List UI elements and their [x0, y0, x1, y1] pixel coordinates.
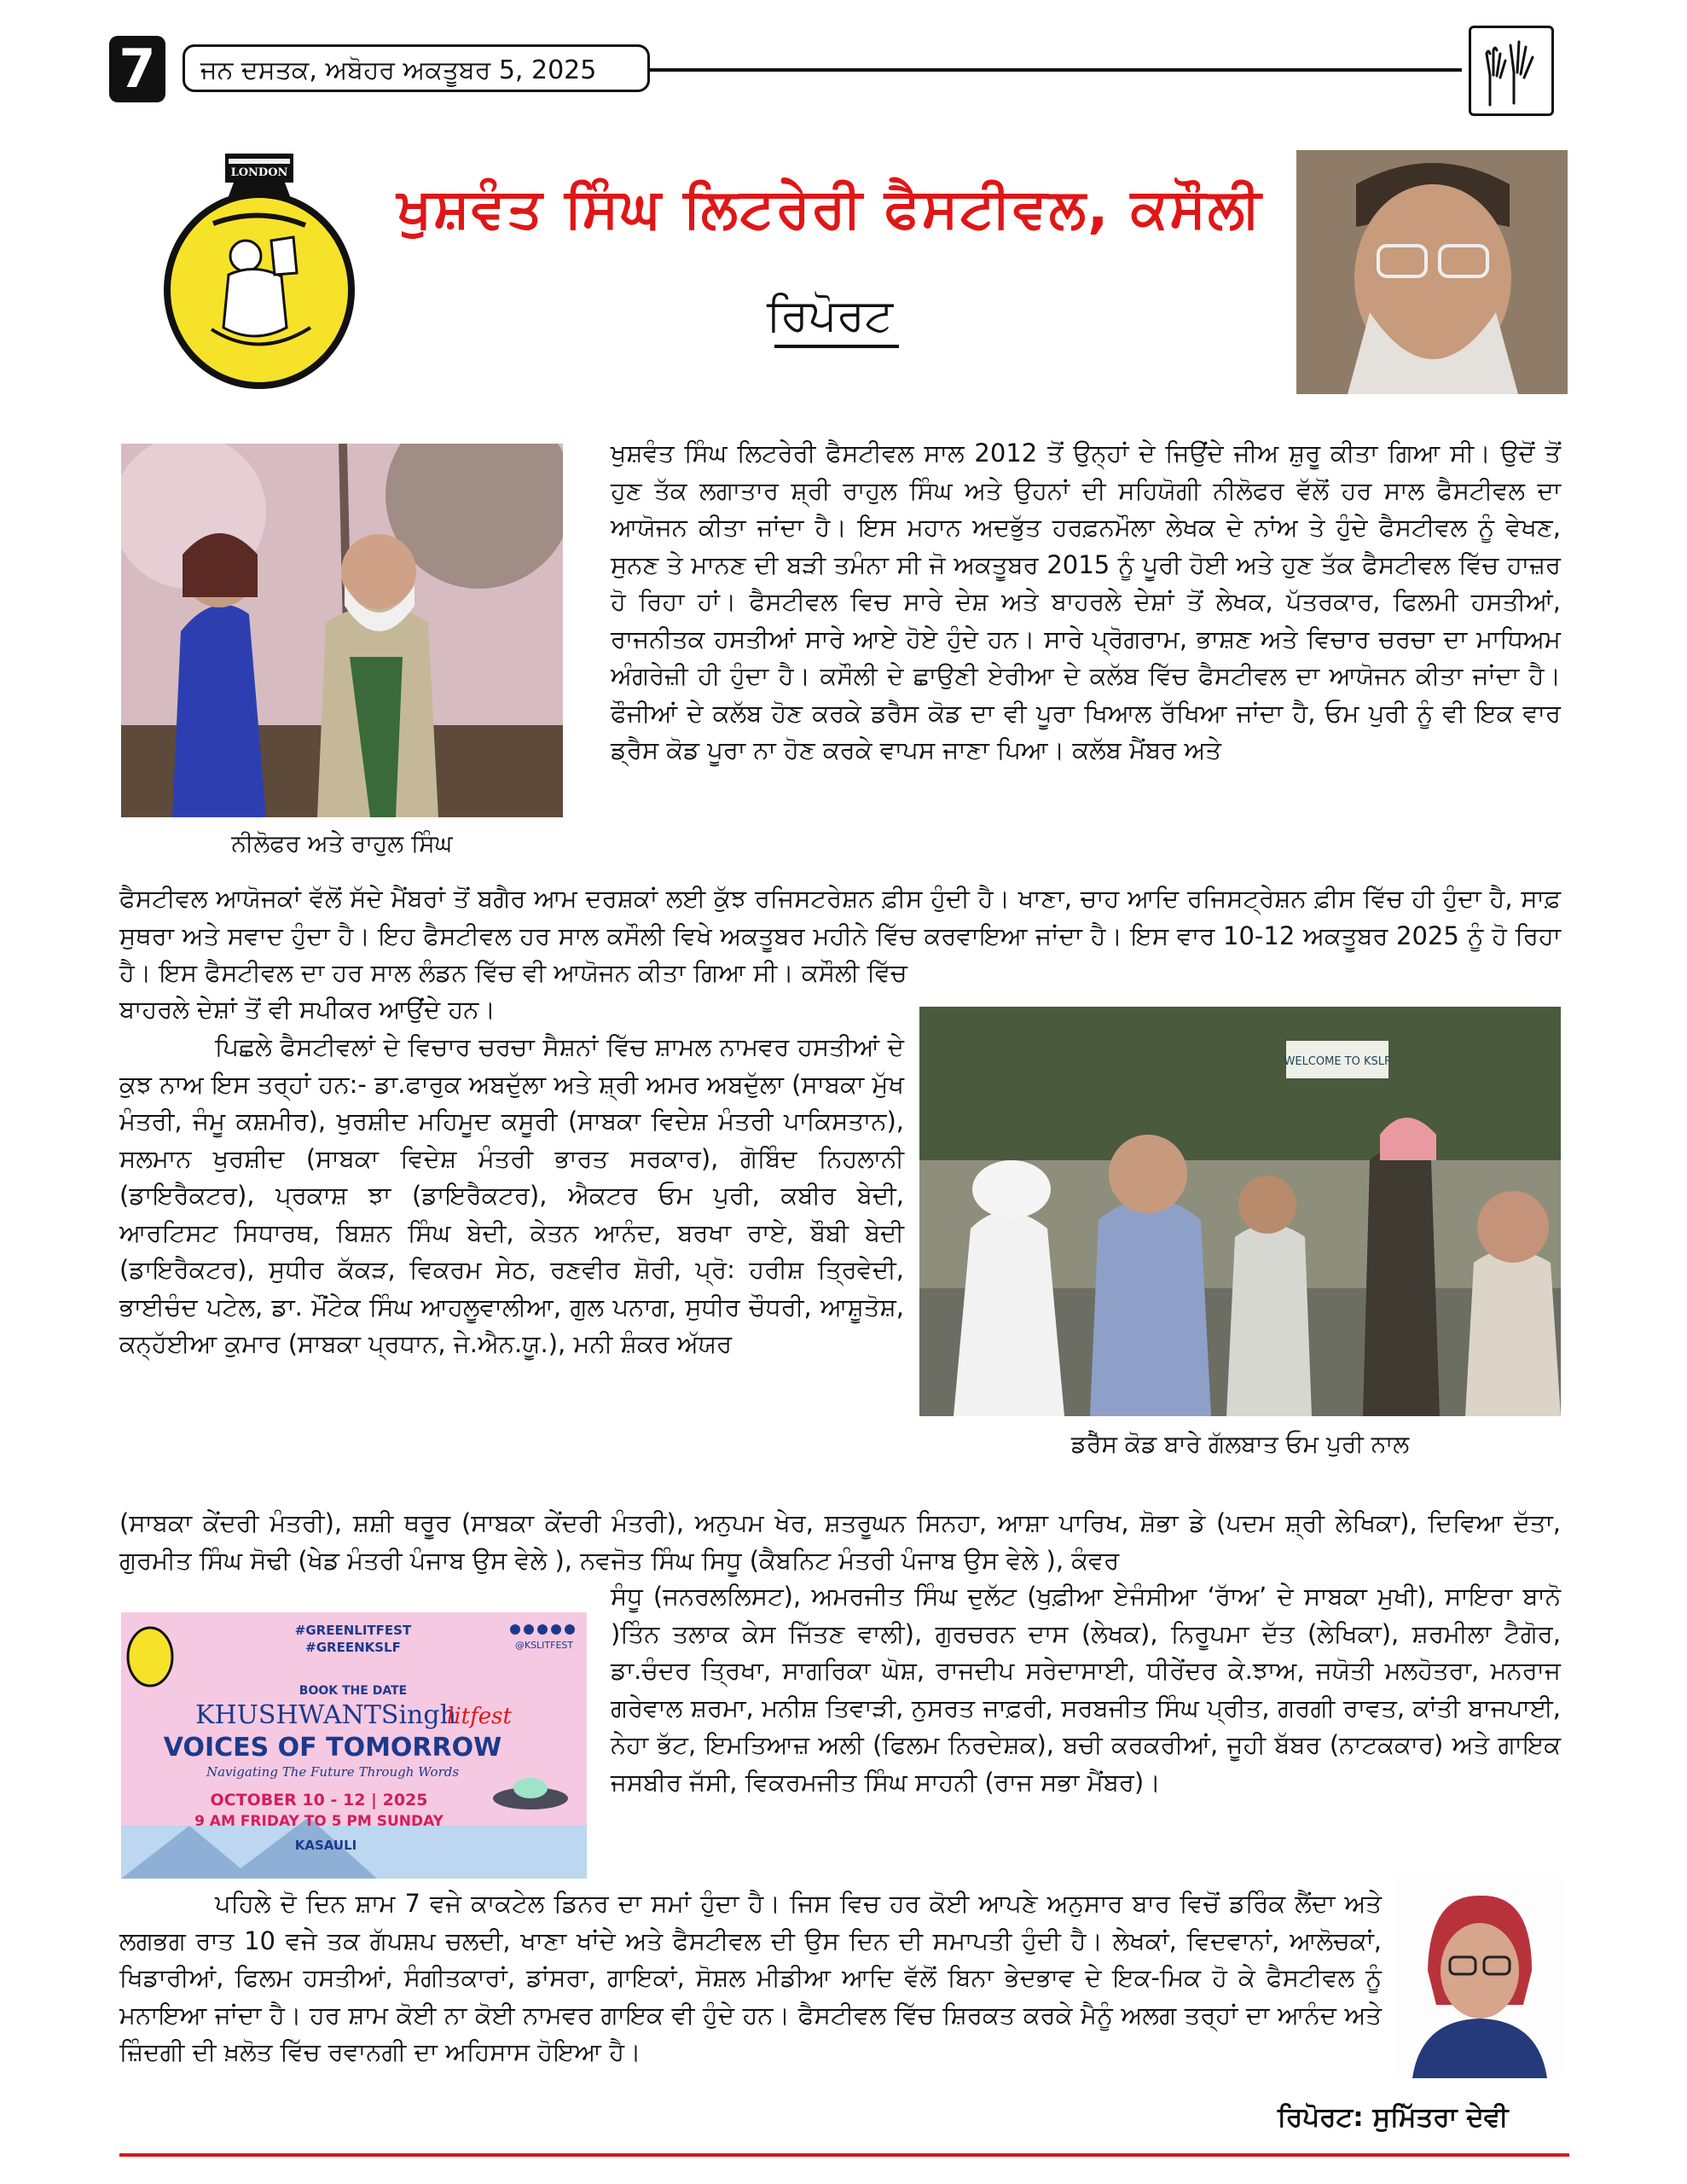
header-rule	[650, 68, 1462, 72]
caption-photo2: ਡਰੈੱਸ ਕੋਡ ਬਾਰੇ ਗੱਲਬਾਤ ਓਮ ਪੁਰੀ ਨਾਲ	[1070, 1430, 1410, 1458]
poster-hashtag1: #GREENLITFEST	[294, 1623, 412, 1638]
article-title: ਖੁਸ਼ਵੰਤ ਸਿੰਘ ਲਿਟਰੇਰੀ ਫੈਸਟੀਵਲ, ਕਸੌਲੀ	[397, 177, 1263, 241]
paragraph-2-right: ਸੰਧੂ (ਜਨਰਲਲਿਸਟ), ਅਮਰਜੀਤ ਸਿੰਘ ਦੁਲੱਟ (ਖੁਫ਼ੀਆ ਏਜੰਸੀਆ ‘ਰਾੱਅ’ ਦੇ ਸਾਬਕਾ ਮੁਖੀ), ਸਾਇਰਾ ਬਾਨੋ )ਤਿੰਨ ਤਲਾਕ ਕੇਸ ਜਿੱਤਣ ਵਾਲੀ), ਗੁਰਚਰਨ ਦਾਸ (ਲੇਖਕ), ਨਿਰੂਪਮਾ ਦੱਤ (ਲੇਖਿਕਾ), ਸ਼ਰਮੀਲਾ ਟੈਗੋਰ, ਡਾ.ਚੰਦਰ ਤ੍ਰਿਖਾ, ਸਾਗਰਿਕਾ ਘੋਸ਼, ਰਾਜਦੀਪ ਸਰੇਦਾਸਾਈ, ਧੀਰੇਂਦਰ ਕੇ.ਝਾਅ, ਜਯੋਤੀ ਮਲਹੋਤਰਾ, ਮਨਰਾਜ ਗਰੇਵਾਲ ਸ਼ਰਮਾ, ਮਨੀਸ਼ ਤਿਵਾੜੀ, ਨੁਸਰਤ ਜਾਫ਼ਰੀ, ਸਰਬਜੀਤ ਸਿੰਘ ਪ੍ਰੀਤ, ਗਰਗੀ ਰਾਵਤ, ਕਾਂਤੀ ਬਾਜਪਾਈ, ਨੇਹਾ ਭੱਟ, ਇਮਤਿਆਜ਼ ਅਲੀ (ਫਿਲਮ ਨਿਰਦੇਸ਼ਕ), ਬਚੀ ਕਰਕਰੀਆਂ, ਜੂਹੀ ਬੱਬਰ (ਨਾਟਕਕਾਰ) ਅਤੇ ਗਾਇਕ ਜਸਬੀਰ ਜੱਸੀ, ਵਿਕਰਮਜੀਤ ਸਿੰਘ ਸਾਹਨੀ (ਰਾਜ ਸਭਾ ਮੈਂਬਰ)।	[611, 1582, 1561, 1797]
poster-book: BOOK THE DATE	[299, 1684, 408, 1698]
paragraph-1-full: ਫੈਸਟੀਵਲ ਆਯੋਜਕਾਂ ਵੱਲੋਂ ਸੱਦੇ ਮੈਂਬਰਾਂ ਤੋਂ ਬਗੈਰ ਆਮ ਦਰਸ਼ਕਾਂ ਲਈ ਕੁੱਝ ਰਜਿਸਟਰੇਸ਼ਨ ਫ਼ੀਸ ਹੁੰਦੀ ਹੈ। ਖਾਣਾ, ਚਾਹ ਆਦਿ ਰਜਿਸਟ੍ਰੇਸ਼ਨ ਫ਼ੀਸ ਵਿੱਚ ਹੀ ਹੁੰਦਾ ਹੈ, ਸਾਫ਼ ਸੁਥਰਾ ਅਤੇ ਸਵਾਦ ਹੁੰਦਾ ਹੈ। ਇਹ ਫੈਸਟੀਵਲ ਹਰ ਸਾਲ ਕਸੌਲੀ ਵਿਖੇ ਅਕਤੂਬਰ ਮਹੀਨੇ ਵਿੱਚ ਕਰਵਾਇਆ ਜਾਂਦਾ ਹੈ। ਇਸ ਵਾਰ 10-12 ਅਕਤੂਬਰ 2025 ਨੂੰ ਹੋ ਰਿਹਾ ਹੈ। ਇਸ ਫੈਸਟੀਵਲ ਦਾ ਹਰ ਸਾਲ ਲੰਡਨ ਵਿੱਚ ਵੀ ਆਯੋਜਨ ਕੀਤਾ ਗਿਆ ਸੀ। ਕਸੌਲੀ ਵਿੱਚ	[119, 884, 1561, 987]
khushwant-singh-portrait	[1296, 150, 1568, 394]
paragraph-1-top: ਖੁਸ਼ਵੰਤ ਸਿੰਘ ਲਿਟਰੇਰੀ ਫੈਸਟੀਵਲ ਸਾਲ 2012 ਤੋਂ ਉਨ੍ਹਾਂ ਦੇ ਜਿਉਂਦੇ ਜੀਅ ਸ਼ੁਰੂ ਕੀਤਾ ਗਿਆ ਸੀ। ਉਦੋਂ ਤੋਂ ਹੁਣ ਤੱਕ ਲਗਾਤਾਰ ਸ਼੍ਰੀ ਰਾਹੁਲ ਸਿੰਘ ਅਤੇ ਉਹਨਾਂ ਦੀ ਸਹਿਯੋਗੀ ਨੀਲੋਫਰ ਵੱਲੋਂ ਹਰ ਸਾਲ ਫੈਸਟੀਵਲ ਦਾ ਆਯੋਜਨ ਕੀਤਾ ਜਾਂਦਾ ਹੈ। ਇਸ ਮਹਾਨ ਅਦਭੁੱਤ ਹਰਫ਼ਨਮੌਲਾ ਲੇਖਕ ਦੇ ਨਾਂਅ ਤੇ ਹੁੰਦੇ ਫੈਸਟੀਵਲ ਨੂੰ ਵੇਖਣ, ਸੁਨਣ ਤੇ ਮਾਨਣ ਦੀ ਬੜੀ ਤਮੰਨਾ ਸੀ ਜੋ ਅਕਤੂਬਰ 2015 ਨੂੰ ਪੂਰੀ ਹੋਈ ਅਤੇ ਹੁਣ ਤੱਕ ਫੈਸਟੀਵਲ ਵਿੱਚ ਹਾਜ਼ਰ ਹੋ ਰਿਹਾ ਹਾਂ। ਫੈਸਟੀਵਲ ਵਿਚ ਸਾਰੇ ਦੇਸ਼ ਅਤੇ ਬਾਹਰਲੇ ਦੇਸ਼ਾਂ ਤੋਂ ਲੇਖਕ, ਪੱਤਰਕਾਰ, ਫਿਲਮੀ ਹਸਤੀਆਂ, ਰਾਜਨੀਤਕ ਹਸਤੀਆਂ ਸਾਰੇ ਆਏ ਹੋਏ ਹੁੰਦੇ ਹਨ। ਸਾਰੇ ਪ੍ਰੋਗਰਾਮ, ਭਾਸ਼ਣ ਅਤੇ ਵਿਚਾਰ ਚਰਚਾ ਦਾ ਮਾਧਿਅਮ ਅੰਗਰੇਜ਼ੀ ਹੀ ਹੁੰਦਾ ਹੈ। ਕਸੌਲੀ ਦੇ ਛਾਉਣੀ ਏਰੀਆ ਦੇ ਕਲੱਬ ਵਿੱਚ ਫੈਸਟੀਵਲ ਦਾ ਆਯੋਜਨ ਕੀਤਾ ਜਾਂਦਾ ਹੈ। ਫੌਜੀਆਂ ਦੇ ਕਲੱਬ ਹੋਣ ਕਰਕੇ ਡਰੈਸ ਕੋਡ ਦਾ ਵੀ ਪੂਰਾ ਖਿਆਲ ਰੱਖਿਆ ਜਾਂਦਾ ਹੈ, ਓਮ ਪੁਰੀ ਨੂੰ ਵੀ ਇਕ ਵਾਰ ਡ੍ਰੈਸ ਕੋਡ ਪੂਰਾ ਨਾ ਹੋਣ ਕਰਕੇ ਵਾਪਸ ਜਾਣਾ ਪਿਆ। ਕਲੱਬ ਮੈਂਬਰ ਅਤੇ	[611, 439, 1561, 764]
bottom-rule	[119, 2153, 1569, 2157]
poster-brand-italic: litfest	[447, 1704, 512, 1729]
photo-nilofer-rahul	[121, 444, 563, 817]
bulb-cap-label: LONDON	[230, 166, 288, 179]
poster-times: 9 AM FRIDAY TO 5 PM SUNDAY	[194, 1813, 443, 1830]
paragraph-2-full: (ਸਾਬਕਾ ਕੇਂਦਰੀ ਮੰਤਰੀ), ਸ਼ਸ਼ੀ ਥਰੂਰ (ਸਾਬਕਾ ਕੇਂਦਰੀ ਮੰਤਰੀ), ਅਨੁਪਮ ਖੇਰ, ਸ਼ਤਰੂਘਨ ਸਿਨਹਾ, ਆਸ਼ਾ ਪਾਰਿਖ, ਸ਼ੋਭਾ ਡੇ (ਪਦਮ ਸ਼੍ਰੀ ਲੇਖਿਕਾ), ਦਿਵਿਆ ਦੱਤਾ, ਗੁਰਮੀਤ ਸਿੰਘ ਸੋਢੀ (ਖੇਡ ਮੰਤਰੀ ਪੰਜਾਬ ਉਸ ਵੇਲੇ ), ਨਵਜੋਤ ਸਿੰਘ ਸਿਧੂ (ਕੈਬਨਿਟ ਮੰਤਰੀ ਪੰਜਾਬ ਉਸ ਵੇਲੇ ), ਕੰਵਰ	[119, 1508, 1561, 1575]
poster-hashtag2: #GREENKSLF	[305, 1640, 401, 1655]
newspaper-hands-logo	[1469, 26, 1554, 116]
paragraph-2-left: ਪਿਛਲੇ ਫੈਸਟੀਵਲਾਂ ਦੇ ਵਿਚਾਰ ਚਰਚਾ ਸੈਸ਼ਨਾਂ ਵਿੱਚ ਸ਼ਾਮਲ ਨਾਮਵਰ ਹਸਤੀਆਂ ਦੇ ਕੁਝ ਨਾਅ ਇਸ ਤਰ੍ਹਾਂ ਹਨ:- ਡਾ.ਫਾਰੁਕ ਅਬਦੁੱਲਾ ਅਤੇ ਸ਼੍ਰੀ ਅਮਰ ਅਬਦੁੱਲਾ (ਸਾਬਕਾ ਮੁੱਖ ਮੰਤਰੀ, ਜੰਮੂ ਕਸ਼ਮੀਰ), ਖੁਰਸ਼ੀਦ ਮਹਿਮੂਦ ਕਸੂਰੀ (ਸਾਬਕਾ ਵਿਦੇਸ਼ ਮੰਤਰੀ ਪਾਕਿਸਤਾਨ), ਸਲਮਾਨ ਖੁਰਸ਼ੀਦ (ਸਾਬਕਾ ਵਿਦੇਸ਼ ਮੰਤਰੀ ਭਾਰਤ ਸਰਕਾਰ), ਗੋਬਿੰਦ ਨਿਹਲਾਨੀ (ਡਾਇਰੈਕਟਰ), ਪ੍ਰਕਾਸ਼ ਝਾ (ਡਾਇਰੈਕਟਰ), ਐਕਟਰ ਓਮ ਪੁਰੀ, ਕਬੀਰ ਬੇਦੀ, ਆਰਟਿਸਟ ਸਿਧਾਰਥ, ਬਿਸ਼ਨ ਸਿੰਘ ਬੇਦੀ, ਕੇਤਨ ਆਨੰਦ, ਬਰਖਾ ਰਾਏ, ਬੌਬੀ ਬੇਦੀ (ਡਾਇਰੈਕਟਰ), ਸੁਧੀਰ ਕੱਕੜ, ਵਿਕਰਮ ਸੇਠ, ਰਣਵੀਰ ਸ਼ੋਰੀ, ਪ੍ਰੋ: ਹਰੀਸ਼ ਤ੍ਰਿਵੇਦੀ, ਭਾਈਚੰਦ ਪਟੇਲ, ਡਾ. ਮੌਂਟੇਕ ਸਿੰਘ ਆਹਲੂਵਾਲੀਆ, ਗੁਲ ਪਨਾਗ, ਸੁਧੀਰ ਚੌਧਰੀ, ਆਸ਼ੂਤੋਸ਼, ਕਨ੍ਹੱਈਆ ਕੁਮਾਰ (ਸਾਬਕਾ ਪ੍ਰਧਾਨ, ਜੇ.ਐਨ.ਯੂ.), ਮਨੀ ਸ਼ੰਕਰ ਅੱਯਰ	[119, 1032, 904, 1358]
poster-handle: @KSLITFEST	[514, 1640, 574, 1651]
hands-icon	[1471, 28, 1551, 113]
photo-om-puri	[919, 1007, 1561, 1416]
poster-theme: VOICES OF TOMORROW	[163, 1733, 502, 1763]
page-number: 7	[109, 36, 165, 102]
litfest-poster	[121, 1612, 587, 1879]
paragraph-1-end: ਬਾਹਰਲੇ ਦੇਸ਼ਾਂ ਤੋਂ ਵੀ ਸਪੀਕਰ ਆਉਂਦੇ ਹਨ।	[119, 995, 496, 1024]
kslf-welcome-sign: WELCOME TO KSLF	[1284, 1055, 1391, 1068]
subtitle-underline	[774, 345, 899, 348]
paragraph-3: ਪਹਿਲੇ ਦੋ ਦਿਨ ਸ਼ਾਮ 7 ਵਜੇ ਕਾਕਟੇਲ ਡਿਨਰ ਦਾ ਸਮਾਂ ਹੁੰਦਾ ਹੈ। ਜਿਸ ਵਿਚ ਹਰ ਕੋਈ ਆਪਣੇ ਅਨੁਸਾਰ ਬਾਰ ਵਿਚੋਂ ਡਰਿੰਕ ਲੈਂਦਾ ਅਤੇ ਲਗਭਗ ਰਾਤ 10 ਵਜੇ ਤਕ ਗੱਪਸ਼ਪ ਚਲਦੀ, ਖਾਣਾ ਖਾਂਦੇ ਅਤੇ ਫੈਸਟੀਵਲ ਦੀ ਉਸ ਦਿਨ ਦੀ ਸਮਾਪਤੀ ਹੁੰਦੀ ਹੈ। ਲੇਖਕਾਂ, ਵਿਦਵਾਨਾਂ, ਆਲੋਚਕਾਂ, ਖਿਡਾਰੀਆਂ, ਫਿਲਮ ਹਸਤੀਆਂ, ਸੰਗੀਤਕਾਰਾਂ, ਡਾਂਸਰਾ, ਗਾਇਕਾਂ, ਸੋਸ਼ਲ ਮੀਡੀਆ ਆਦਿ ਵੱਲੋਂ ਬਿਨਾ ਭੇਦਭਾਵ ਦੇ ਇਕ-ਮਿਕ ਹੋ ਕੇ ਫੈਸਟੀਵਲ ਨੂੰ ਮਨਾਇਆ ਜਾਂਦਾ ਹੈ। ਹਰ ਸ਼ਾਮ ਕੋਈ ਨਾ ਕੋਈ ਨਾਮਵਰ ਗਾਇਕ ਵੀ ਹੁੰਦੇ ਹਨ। ਫੈਸਟੀਵਲ ਵਿੱਚ ਸ਼ਿਰਕਤ ਕਰਕੇ ਮੈਨੂੰ ਅਲਗ ਤਰ੍ਹਾਂ ਦਾ ਆਨੰਦ ਅਤੇ ਜ਼ਿੰਦਗੀ ਦੀ ਖ਼ਲੋਤ ਵਿੱਚ ਰਵਾਨਗੀ ਦਾ ਅਹਿਸਾਸ ਹੋਇਆ ਹੈ।	[119, 1889, 1382, 2066]
dateline: ਜਨ ਦਸਤਕ, ਅਬੋਹਰ ਅਕਤੂਬਰ 5, 2025	[183, 44, 650, 92]
poster-place: KASAULI	[294, 1838, 357, 1853]
poster-bulb-icon	[128, 1628, 172, 1686]
poster-brand: KHUSHWANTSingh	[195, 1700, 456, 1730]
caption-photo1: ਨੀਲੋਫਰ ਅਤੇ ਰਾਹੁਲ ਸਿੰਘ	[231, 829, 453, 857]
lit-fest-bulb-logo	[143, 147, 375, 391]
author-photo	[1395, 1877, 1562, 2078]
report-signature: ਰਿਪੋਰਟ: ਸੁਮਿੱਤਰਾ ਦੇਵੀ	[1278, 2102, 1509, 2133]
poster-dates: OCTOBER 10 - 12 | 2025	[210, 1791, 428, 1809]
article-subtitle: ਰਿਪੋਰਟ	[766, 290, 894, 341]
poster-tagline: Navigating The Future Through Words	[206, 1764, 460, 1780]
